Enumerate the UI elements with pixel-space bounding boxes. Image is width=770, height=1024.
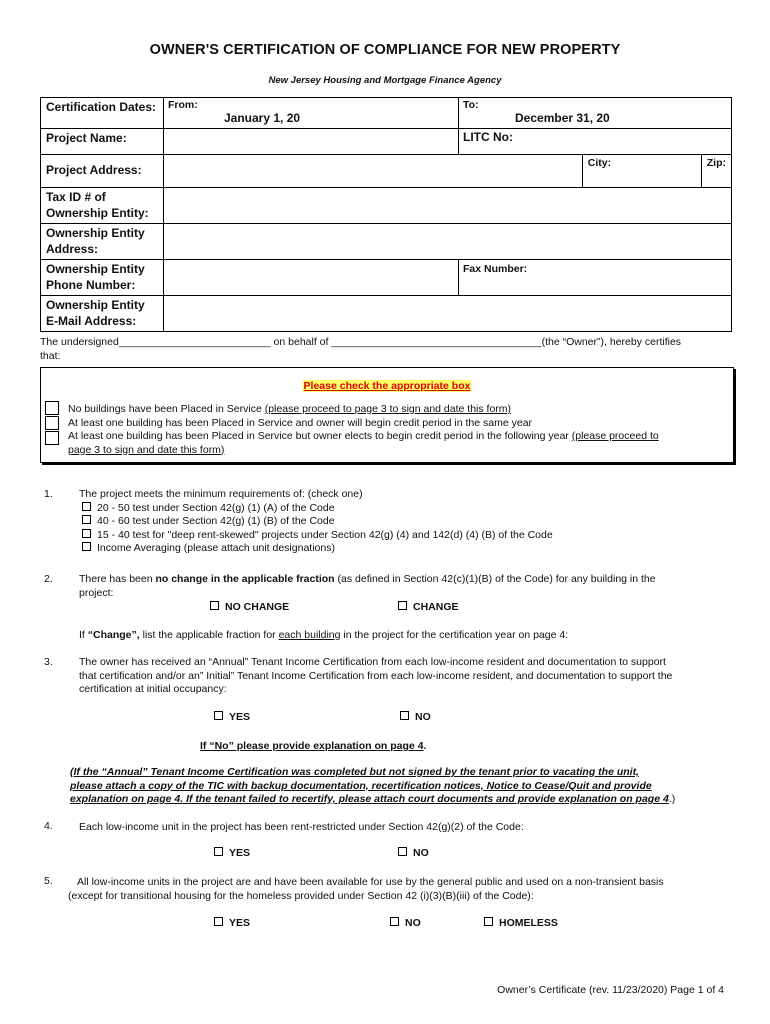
service-option-2: At least one building has been Placed in Service and owner will begin credit period in the same year [68,416,533,429]
project-address-label: Project Address: [41,155,164,188]
checkbox-icon[interactable] [398,847,407,856]
project-name-label: Project Name: [41,129,164,155]
service-checkbox-1[interactable] [45,401,59,415]
from-field[interactable] [164,98,459,129]
from-value: January 1, 20 [224,111,301,125]
item-2-note: If “Change”, list the applicable fraction for each building in the project for the certification year on page 4: [79,629,569,641]
item-1 [79,488,729,556]
zip-field[interactable] [702,155,731,187]
item-4-text: Each low-income unit in the project has been rent-restricted under Section 42(g)(2) of the Code: [79,821,524,833]
checkbox-icon[interactable] [400,711,409,720]
no-change-option[interactable]: NO CHANGE [210,601,289,613]
page-title: OWNER'S CERTIFICATION OF COMPLIANCE FOR NEW PROPERTY [149,42,621,58]
tax-id-label: Tax ID # of Ownership Entity: [41,188,164,224]
project-info-table [40,97,732,332]
from-label: From: [168,99,198,111]
owner-phone-field[interactable] [164,260,459,296]
service-option-1: No buildings have been Placed in Service (please proceed to page 3 to sign and date this form) [68,403,512,415]
owner-address-field[interactable] [164,224,732,260]
item-4-yes-option[interactable]: YES [214,847,250,859]
item-5-number: 5. [44,875,53,887]
item-4-no-option[interactable]: NO [398,847,429,859]
cert-dates-label: Certification Dates: [41,98,164,129]
item-5-yes-option[interactable]: YES [214,917,250,929]
to-field[interactable] [459,98,732,129]
test-option-4[interactable]: Income Averaging (please attach unit designations) [82,542,729,556]
litc-field[interactable] [459,129,732,155]
checkbox-icon[interactable] [82,542,91,551]
owner-email-label: Ownership Entity E-Mail Address: [41,296,164,332]
checkbox-icon[interactable] [398,601,407,610]
test-option-1[interactable]: 20 - 50 test under Section 42(g) (1) (A) of the Code [82,502,729,516]
undersigned-statement [40,335,740,363]
project-address-field[interactable] [164,155,583,188]
test-option-2[interactable]: 40 - 60 test under Section 42(g) (1) (B) of the Code [82,515,729,529]
checkbox-icon[interactable] [214,711,223,720]
owner-phone-label: Ownership Entity Phone Number: [41,260,164,296]
service-checkbox-2[interactable] [45,416,59,430]
item-5-no-option[interactable]: NO [390,917,421,929]
page-footer: Owner’s Certificate (rev. 11/23/2020) Page 1 of 4 [497,984,724,996]
checkbox-icon[interactable] [82,515,91,524]
item-5-homeless-option[interactable]: HOMELESS [484,917,558,929]
undersigned-line2: that: [40,350,61,362]
item-3-instructions: (If the “Annual” Tenant Income Certification was completed but not signed by the tenant prior to vacating the unit, please attach a copy of the TIC with backup documentation, recertification notices, Notice to Cease/Quit and provide explanation on page 4. If the tenant failed to recertify, please attach court documents and provide explanation on page 4.) [70,766,676,805]
item-5-text: All low-income units in the project are and have been available for use by the general public and used on a non-transient basis (except for transitional housing for the homeless provided under Section 42 (i)(3)(B)(iii) of the Code): [68,876,664,902]
tax-id-field[interactable] [164,188,732,224]
owner-email-field[interactable] [164,296,732,332]
litc-label: LITC No: [463,130,513,144]
owner-address-label: Ownership Entity Address: [41,224,164,260]
service-checkbox-3[interactable] [45,431,59,445]
checkbox-icon[interactable] [214,917,223,926]
to-value: December 31, 20 [515,111,610,125]
item-3-yes-option[interactable]: YES [214,711,250,723]
item-1-text: The project meets the minimum requirements of: (check one) [79,488,363,500]
checkbox-icon[interactable] [210,601,219,610]
service-option-3-cont: page 3 to sign and date this form) [68,443,225,456]
item-2-text: There has been no change in the applicable fraction (as defined in Section 42(c)(1)(B) of the Code) for any building in the project: [79,573,656,599]
project-name-field[interactable] [164,129,459,155]
checkbox-icon[interactable] [484,917,493,926]
item-3-note: If “No” please provide explanation on page 4. [200,740,427,752]
service-options [68,403,728,457]
agency-name: New Jersey Housing and Mortgage Finance Agency [268,75,502,86]
item-3-number: 3. [44,656,53,668]
item-3-no-option[interactable]: NO [400,711,431,723]
placed-in-service-box [40,367,734,463]
to-label: To: [463,99,479,111]
city-field[interactable] [583,155,702,187]
check-instruction: Please check the appropriate box [303,380,471,392]
checkbox-icon[interactable] [82,502,91,511]
test-option-3[interactable]: 15 - 40 test for "deep rent-skewed" projects under Section 42(g) (4) and 142(d) (4) (B) of the Code [82,529,729,543]
checkbox-icon[interactable] [390,917,399,926]
item-2-number: 2. [44,573,53,585]
undersigned-line: The undersigned__________________________ on behalf of ____________________________________(the “Owner”), hereby certifies [40,336,682,348]
checkbox-icon[interactable] [214,847,223,856]
city-zip-cell [582,155,731,188]
city-label: City: [587,157,612,169]
item-3-text: The owner has received an “Annual” Tenant Income Certification from each low-income resident and documentation to support that certification and/or an” Initial” Tenant Income Certification from each low-income resident, and documentation to support the certification at initial occupancy: [79,656,673,695]
fax-label: Fax Number: [463,263,528,275]
service-option-3: At least one building has been Placed in Service but owner elects to begin credit period in the following year (please proceed to [68,430,659,442]
item-1-number: 1. [44,488,53,500]
fax-field[interactable] [459,260,732,296]
checkbox-icon[interactable] [82,529,91,538]
item-4-number: 4. [44,820,53,832]
zip-label: Zip: [706,157,726,169]
change-option[interactable]: CHANGE [398,601,459,613]
